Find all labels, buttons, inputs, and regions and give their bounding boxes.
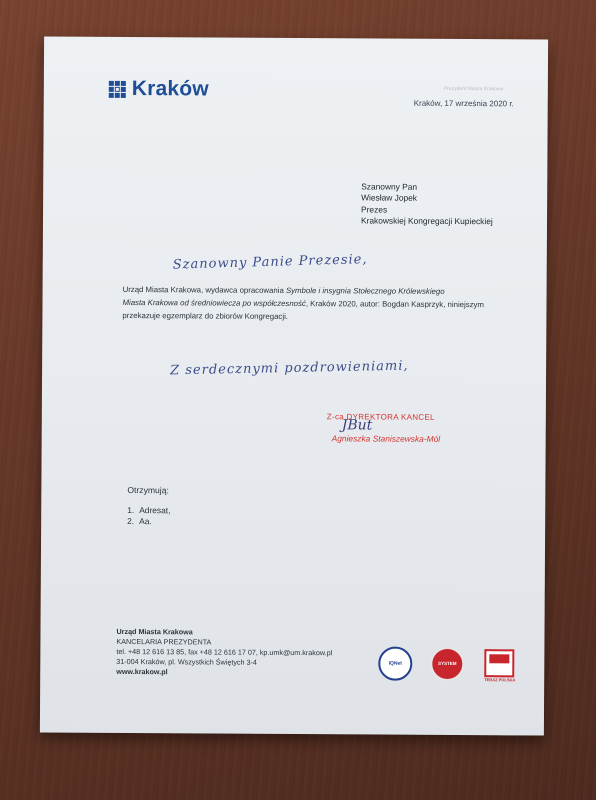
footer-web: www.krakow.pl xyxy=(116,666,168,677)
addressee-line: Krakowskiej Kongregacji Kupieckiej xyxy=(360,215,493,227)
addressee-block xyxy=(361,181,493,227)
krakow-logo-mark-icon xyxy=(108,80,126,98)
handwritten-greeting: Szanowny Panie Prezesie, xyxy=(172,252,368,273)
letter-page xyxy=(40,36,548,735)
handwritten-closing: Z serdecznymi pozdrowieniami, xyxy=(169,358,409,379)
addressee-line: Wiesław Jopek xyxy=(361,192,418,204)
letter-date: Kraków, 17 września 2020 r. xyxy=(413,98,514,109)
teraz-polska-cert-icon xyxy=(484,649,514,677)
list-item: 2. Aa. xyxy=(127,515,152,527)
stamp-name: Agnieszka Staniszewska-Mól xyxy=(331,433,441,444)
footer-contact: tel. +48 12 616 13 85, fax +48 12 616 17 07, kp.umk@um.krakow.pl xyxy=(116,646,333,658)
footer-dept: KANCELARIA PREZYDENTA xyxy=(116,636,212,647)
body-line: Miasta Krakowa od średniowiecza po współczesność, Kraków 2020, autor: Bogdan Kasprzyk, niniejszym xyxy=(122,297,484,310)
list-item: 1. Adresat, xyxy=(127,504,171,516)
footer-office: Urząd Miasta Krakowa xyxy=(116,626,193,637)
addressee-line: Szanowny Pan xyxy=(361,181,418,192)
recipients-label: Otrzymują: xyxy=(127,484,169,496)
footer-address: 31-004 Kraków, pl. Wszystkich Świętych 3-4 xyxy=(116,656,257,667)
iqnet-cert-icon: IQNet xyxy=(378,647,412,681)
krakow-logo xyxy=(108,77,209,102)
body-line: przekazuje egzemplarz do zbiorów Kongregacji. xyxy=(122,310,289,321)
letter-footer xyxy=(116,627,332,678)
body-line: Urząd Miasta Krakowa, wydawca opracowania Symbole i insygnia Stołecznego Królewskiego xyxy=(122,284,445,296)
recipients-list xyxy=(127,505,170,527)
addressee-line: Prezes xyxy=(361,204,388,215)
letter-body xyxy=(122,283,512,324)
signature: JBut xyxy=(341,417,373,434)
publication-title: Symbole i insygnia Stołecznego Królewskiego xyxy=(285,285,445,296)
teraz-polska-label: TERAZ POLSKA xyxy=(484,677,516,683)
faint-header: Prezydent Miasta Krakowa xyxy=(443,85,504,93)
quality-system-cert-icon: SYSTEM xyxy=(430,647,464,681)
stamp-title: Z-ca DYREKTORA KANCEL xyxy=(326,412,435,422)
logo-text: Kraków xyxy=(131,77,209,101)
publication-title: Miasta Krakowa od średniowiecza po współczesność xyxy=(122,297,306,309)
